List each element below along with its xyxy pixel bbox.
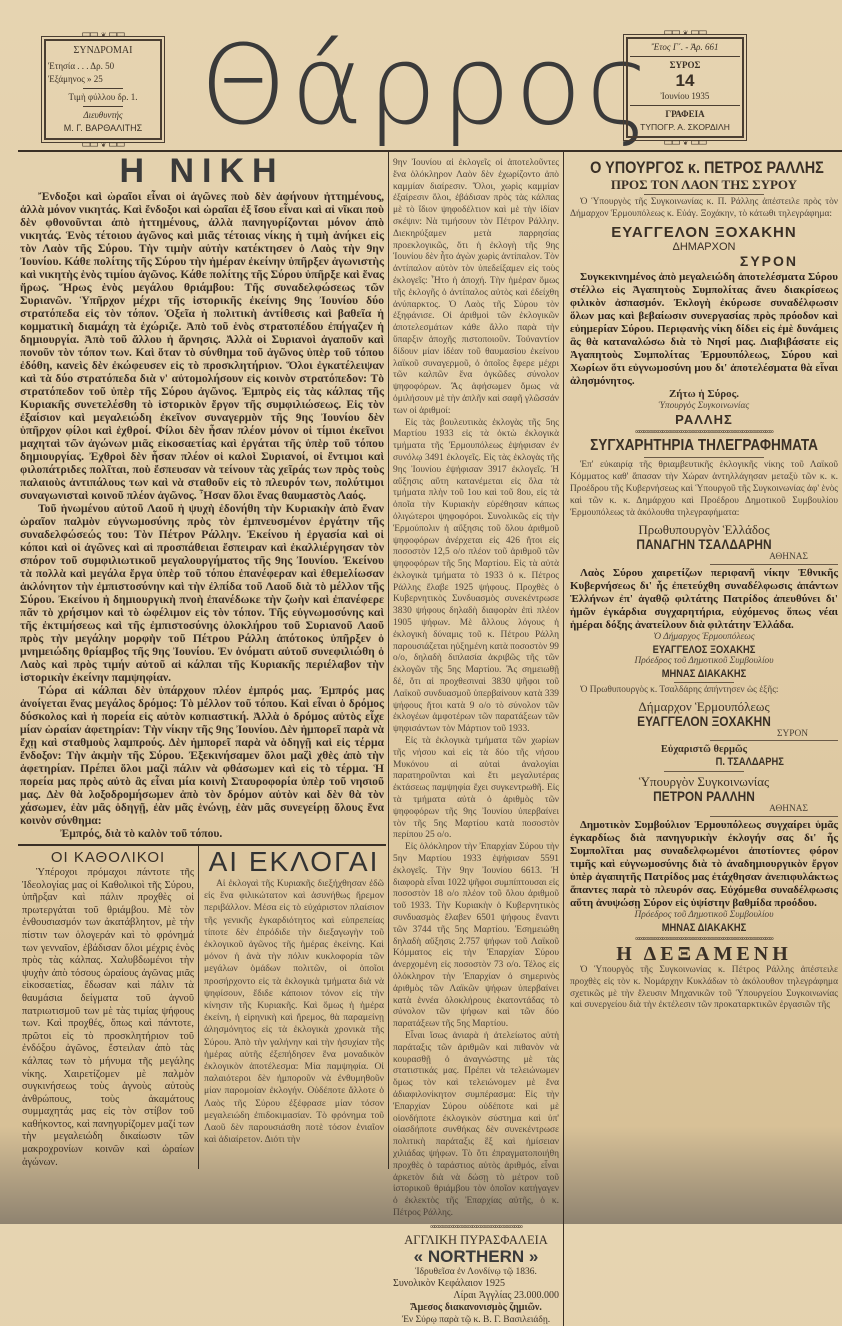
main-article-body [18,190,386,840]
right-column [564,152,838,1012]
elections-continued-body [393,158,559,1220]
yearly-price: Ἐτησία . . . Δρ. 50 [48,61,115,71]
ad-company: ΑΓΓΛΙΚΗ ΠΥΡΑΣΦΑΛΕΙΑ [404,1232,548,1247]
mayor-title: Ὁ Δήμαρχος Ἑρμουπόλεως [653,632,755,643]
minister-signer-title: Ὑπουργὸς Συγκοινωνίας [658,400,750,411]
newspaper-title: Θάρρος [200,21,655,149]
paragraph: Εἰς τὰς βουλευτικὰς ἐκλογὰς τῆς 5ης Μαρτίου 1933 εἰς τὰ ὀκτὼ ἐκλογικὰ τμήματα τῆς Ἑρμουπόλεως ἐψήφισαν ἐν συνόλῳ 3491 ἐκλογεῖς. Εἰς τὰς ἐκλογὰς τῆς 9ης Ἰουνίου ἐψήφισαν 3917 ἐκλογεῖς. Ἡ αὔξησις αὕτη κατανέμεται εἰς ὅλα τὰ τμήματα πλὴν τοῦ 1ου καὶ τοῦ 8ου, εἰς τὰ ὁποῖα τὴν Κυριακὴν εὑρέθησαν κάπως ὀλιγώτεροι ψηφοφόροι. Συνολικῶς εἰς τὴν Ἑρμούπολιν ἡ αὔξησις τοῦ ὅλου ἀριθμοῦ ψηφοφόρων ἀνέρχεται εἰς 426 ἤτοι εἰς ποσοστὸν 12,5 ο/ο πλέον τοῦ ἀριθμοῦ τῶν ψηφοφόρων τῆς 5ης Μαρτίου. Εἰς τὰ αὐτὰ ἐκλογικὰ τμήματα τὸ 1933 ὁ κ. Πέτρος Ράλλης ἔλαβε 1925 ψήφους. Προχθὲς ὁ Κυβερνητικὸς Συνδυασμὸς συνεκέντρωσε 3830 ψήφους δηλαδὴ διαφορὰν ἐπὶ πλέον 1905 ψήφων. Μὲ ἄλλους λόγους ἡ ἐκλογικὴ δύναμις τοῦ κ. Πέτρου Ράλλη παρουσιάζεται ηὐξημένη κατὰ ποσοστὸν 99 ο/ο, δηλαδὴ διπλασία ἀκριβῶς τῆς τῶν ἐκλογῶν τῆς 5ης Μαρτίου. Ἂς σημειωθῇ δέ, ὅτι αἱ προχθεσιναὶ 3830 ψῆφοι τοῦ Λαϊκοῦ συνδυασμοῦ ὑπερβαίνουν κατὰ 339 ψήφους ἤτοι κατὰ 9 ο/ο τὸ σύνολον τῶν ἐκλογέων ἀμφοτέρων τῶν παρατάξεων τῶν ψηφισάντων τὸν Μάρτιον τοῦ 1933. [393,417,559,735]
addressee-name: ΕΥΑΓΓΕΛΟΝ ΞΟΧΑΚΗΝ [611,223,797,241]
minister-telegram: Συγκεκινημένος ἀπὸ μεγαλειώδη ἀποτελέσματα Σύρου στέλλω εἰς Ἀγαπητοὺς Συμπολίτας ἄνευ διακρίσεως φιλικὸν ἀσπασμόν. Ἐκλογὴ ἐκύρωσε συναδέλφωσιν ὅλων μας καὶ βεβαίωσιν συνεργασίας πρὸς πρόοδον καὶ εὐημερίαν Σύρου. Περιφανὴς νίκη δίδει εἰς ἐμὲ δυνάμεις ἃς θὰ καταναλώσω διὰ τὸ Νησί μας. Διαβιβάσατε εἰς Ἀγαπητοὺς Συμπολίτας Ἑρμουπόλεως, Σύρου καὶ Χωρίων ὅτι εὐγνωμοσύνη μου δι' ἀποτελέσματα θὰ εἶναι ἀλησμόνητος. [570,270,838,387]
reservoir-headline: Η ΔΕΞΑΜΕΝΗ [616,942,792,965]
main-headline: Η ΝΙΚΗ [119,152,285,190]
council-president-name: ΜΗΝΑΣ ΔΙΑΚΑΚΗΣ [661,667,747,680]
paragraph: Εἰς ὁλόκληρον τὴν Ἐπαρχίαν Σύρου τὴν 5ην Μαρτίου 1933 ἐψήφισαν 5591 ἐκλογεῖς. Τὴν 9ην Ἰουνίου 6613. Ἡ διαφορὰ εἶναι 1022 ψῆφοι συμπίπτουσαι εἰς ποσοστὸν 18 ο/ο πλέον τοῦ ὅλου ἀριθμοῦ τοῦ 1933. Τὴν Κυριακὴν ὁ Κυβερνητικὸς συνδυασμὸς ἔλαβεν 6501 ψήφους ἔναντι τῶν 3744 τῆς 5ης Μαρτίου. Ἐσημειώθη δηλαδὴ αὔξησις 2.757 ψήφων τοῦ Λαϊκοῦ Κόμματος εἰς τὴν Ἐπαρχίαν Σύρου ἀνερχομένη εἰς ποσοστὸν 73 ο/ο. Τέλος εἰς ὁλόκληρον τὴν Ἐπαρχίαν ὁ σημερινὸς ἀριθμὸς τῶν Λαϊκῶν ψήφων ὑπερβαίνει κατὰ ἐννέα ὁλοκλήρους ἑκατοντάδας τὸ σύνολον τῶν ψήφων καὶ τῶν δύο παρατάξεων τῆς 5ης Μαρτίου. [393,842,559,1030]
council-president-title-2: Πρόεδρος τοῦ Δημοτικοῦ Συμβουλίου [634,910,774,921]
catholics-article [18,846,199,1169]
middle-column [389,152,564,1326]
single-issue-price: Τιμὴ φύλλου δρ. 1. [68,92,138,102]
place: ΣΥΡΟΣ [669,60,701,70]
reply-signer: Π. ΤΣΑΛΔΑΡΗΣ [715,756,784,769]
greek-key-ornament: ⊏⊐⊏⊐ ❦ ⊏⊐⊏⊐ [664,138,706,147]
council-president-title: Πρόεδρος τοῦ Δημοτικοῦ Συμβουλίου [634,655,774,666]
greek-key-ornament: ⊏⊐⊏⊐ ❦ ⊏⊐⊏⊐ [664,28,706,37]
offices-label: ΓΡΑΦΕΙΑ [665,109,705,119]
paragraph: Αἱ ἐκλογαὶ τῆς Κυριακῆς διεξήχθησαν ἐδῶ εἰς ἕνα φιλικώτατον καὶ ἀσυνήθως ἤρεμον περιβάλλον. Μέσα εἰς τὸ εὐχάριστον πλαίσιον τῆς γενικῆς ἐγκαρδιότητος καὶ εὐπρεπείας τίποτε δὲν ἐπρόδιδε τὴν διεξαγωγὴν τοῦ ἐκλογικοῦ ἀγῶνος τῆς ἡμέρας ἐκείνης. Καὶ μόνον ἡ ἀνὰ τὴν πόλιν κυκλοφορία τῶν μεγάλων ὁμάδων πολιτῶν, οἱ ὁποῖοι προσήρχοντο εἰς τὰ ἐκλογικὰ τμήματα διὰ νὰ ψηφίσουν, ἔδιδε κάποιον τόνον εἰς τὴν κίνησιν τῆς Κυριακῆς. Καὶ ὅμως ἡ ἡμέρα ἐκείνη, ἡ εἰρηνικὴ καὶ ἤρεμος, θὰ παραμείνῃ ἀλησμόνητος εἰς τὰ ἐκλογικὰ χρονικὰ τῆς Σύρου. Ἀπὸ τὴν γαλήνην καὶ τὴν ἡσυχίαν τῆς ἡμέρας αὐτῆς ἐξεπήδησεν ἕνα μοναδικὸν ἐκλογικὸν ἀποτέλεσμα: Μία παμψηφία. Οἱ παλαιότεροι δὲν ἠμποροῦν νὰ ἐνθυμηθοῦν μίαν παρομοίαν ἐκλογήν. Οὐδέποτε ἄλλοτε ὁ Λαὸς τῆς Σύρου ἐξέφρασε μίαν τόσον μεγαλειώδη ἐπιδοκιμασίαν. Τὸ φρόνημα τοῦ Λαοῦ δὲν παρουσιάσθη ποτὲ τόσον ἑνιαῖον καὶ ἀδιαίρετον. Διότι τὴν [204,878,384,1146]
issue-day: 14 [675,71,695,90]
paragraph: Εἶναι ἴσως ἀνιαρὰ ἡ ἀτελείωτος αὐτὴ παράταξις τῶν ἀριθμῶν καὶ πιθανὸν νὰ κουρασθῇ ὁ ἀναγνώστης μὲ τὰς στατιστικάς μας. Πρέπει νὰ τελειώνωμεν ὅμως τὸν καὶ τελειώνομεν μὲ ἕνα ἀδιαφιλονίκητον συμπέρασμα: Εἰς τὴν Ἐπαρχίαν Σύρου οὐδέποτε καὶ μὲ οἱονδήποτε ἐκλογικὸν σύστημα καὶ ὑπ' οἱασδήποτε συνθήκας δὲν συνεκέντρωσε πολιτικὴ παράταξις ἓξ καὶ ἡμίσειαν χιλιάδας ψήφων. Τὸ ὅτι ἐπραγματοποιήθη προχθὲς ὁ ταράστιος αὐτὸς ἀριθμός, εἶναι ἀρκετὸν διὰ νὰ δώσῃ τὸ μέτρον τοῦ ἱστορικοῦ θριάμβου τὸν ὁποῖον κατήγαγεν ὁ ἐκλεκτὸς τῆς Ἐπαρχίας αὐτῆς, ὁ κ. Πέτρος Ράλλης. [393,1030,559,1218]
offices-address: ΤΥΠΟΓΡ. Α. ΣΚΟΡΔΙΛΗ [640,122,730,132]
paragraph: Ἔνδοξοι καὶ ὡραῖοι εἶναι οἱ ἀγῶνες ποὺ δὲν ἀφήνουν ἡττημένους, ἀλλὰ μόνον νικητάς. Καὶ ἔνδοξοι καὶ ὡραῖαι ἐξ ἴσου εἶναι καὶ αἱ νῖκαι ποὺ δὲν φθονοῦνται ἀπὸ ἡττημένους, ἀλλὰ πανηγυρίζονται μόνον ἀπὸ νικητάς. Ἑνὸς τέτοιου ἀγῶνος καὶ μιᾶς τέτοιας νίκης ἡ τιμὴ ἀνήκει εἰς τὸν Λαὸν τῆς Σύρου. Τὴν τιμὴν αὐτὴν κατέκτησεν ὁ Λαὸς τὴν 9ην Ἰουνίου. Κάθε πολίτης τῆς Σύρου τὴν ἡμέραν ἐκείνην ὑπῆρξεν ἀγωνιστὴς καὶ νικητὴς ἑνὸς τιμίου ἀγῶνος. Κάθε πολίτης τῆς Σύρου ὑπῆρξε καὶ ἕνας ἥρως. Ἥρως ἑνὸς μεγάλου θριάμβου: Τῆς συναδελφώσεως τῶν Συριανῶν. Ὑπῆρχον μέχρι τῆς ἱστορικῆς ἐκείνης 9ης Ἰουνίου δύο στρατόπεδα εἰς τὸν τόπον. Ὀξεῖα ἡ πολιτικὴ ἀντίθεσις καὶ βαθεῖα ἡ κομματικὴ διαμάχη τὰ ἐχώριζε. Ἀπὸ τοῦ ἑνὸς στρατοπέδου ἐπήγαζεν ἡ δημιουργία. Ἀπὸ τοῦ ἄλλου ἡ ἄρνησις. Ἀλλὰ οἱ Συριανοὶ ἀγαποῦν καὶ πονοῦν τὸν τόπον των. Καὶ ὅταν τὸ σύνθημα τοῦ ἀγῶνος ὑπὲρ τοῦ τόπου ἐδόθη, κανεὶς δὲν ἐκώφευσεν εἰς τὸ προσκλητήριον. Ὅλοι ἐγκατέλειψαν καὶ τὰ δύο στρατόπεδα διὰ ν' αὐτομολήσουν εἰς κοινὸν στρατόπεδον: Τὸ στρατόπεδον τοῦ ὑπὲρ τῆς Σύρου ἀγῶνος. Ἐμπρὸς εἰς τὰς κάλπας τῆς Κυριακῆς συνετελέσθη τὸ ἱστορικὸν ἔργον τῆς συμφιλιώσεως. Εἰς τὸν ἐξαίσιον καὶ μεγαλειώδη ἐκεῖνον συναγερμὸν τῆς 9ης Ἰουνίου δὲν ὑπῆρχον φίλοι καὶ ἐχθροί. Φίλοι δὲν ἦσαν πλέον μόνον οἱ τίμιοι ἐκεῖνοι μαχηταὶ τῶν ἀγώνων μιᾶς εἰκοσαετίας καὶ ἐργάται τῆς ὑπὲρ τοῦ τόπου δημιουργίας. Ἐχθροὶ δὲν ἦσαν πλέον οἱ καλοὶ Συριανοί, οἱ ἔντιμοι καὶ φιλοπάτριδες πολῖται, ποὺ ἔσπευσαν νὰ τείνουν τὰς χεῖράς των πρὸς τοὺς παλαιοὺς ἀντιπάλους των καὶ νὰ σταθοῦν εἰς τὸ πλευρόν των, πολύτιμοι συναγωνισταὶ κοινοῦ πλέον ἀγῶνος. Ἦσαν ὅλοι ἕνας θαυμαστὸς Λαός. [20,190,384,502]
semester-price: Ἑξάμηνος » 25 [48,74,103,84]
left-section [18,152,389,1169]
minister-intro: Ὁ Ὑπουργὸς τῆς Συγκοινωνίας κ. Π. Ράλλης ἀπέστειλε πρὸς τὸν Δήμαρχον Ἑρμουπόλεως κ. Εὐάγ. Ξοχάκην, τὸ κάτωθι τηλεγράφημα: [570,197,838,219]
minister-address-line1: Ὑπουργὸν Συγκοινωνίας [638,774,770,790]
bottom-articles [18,844,386,1169]
ad-agent: Ἐν Σύρῳ παρὰ τῷ κ. Β. Γ. Βασιλειάδῃ. [401,1314,551,1325]
reply-address-line2: ΕΥΑΓΓΕΛΟΝ ΞΟΧΑΚΗΝ [637,712,771,729]
subscriptions-heading: ΣΥΝΔΡΟΜΑΙ [73,45,133,56]
pm-address-place: ΑΘΗΝΑΣ [710,552,838,565]
issue-month-year: Ἰουνίου 1935 [630,90,740,106]
minister-headline: Ο ΥΠΟΥΡΓΟΣ κ. ΠΕΤΡΟΣ ΡΑΛΛΗΣ [590,158,824,177]
elections-headline: ΑΙ ΕΚΛΟΓΑΙ [208,846,380,877]
paragraph: Τοῦ ἡνωμένου αὐτοῦ Λαοῦ ἡ ψυχὴ ἐδονήθη τὴν Κυριακὴν ἀπὸ ἕναν ὡραῖον παλμὸν εὐγνωμοσύνης πρὸς τὸν ἐμπνευσμένον ἐργάτην τῆς συναδελφώσεώς του: Τὸν Πέτρον Ράλλην. Ἐκείνου ἡ ἐργασία καὶ οἱ κόποι καὶ οἱ ἀγῶνες καὶ αἱ προσπάθειαι ἔσπειραν καὶ ἐκαλλιέργησαν τὸν σπόρον τοῦ συμφιλιωτικοῦ μεγαλουργήματος τῆς 9ης Ἰουνίου. Ἐκείνου τὰ πολλὰ καὶ μεγάλα ἔργα ὑπὲρ τοῦ τόπου ἐπανέφεραν καὶ ἐθεμελίωσαν ἀκλόνητον τὴν ἐμπιστοσύνην καὶ τὴν ἐλπίδα τοῦ Λαοῦ διὰ τὸ μέλλον τῆς Σύρου. Ἐκείνου ἡ δημιουργικὴ πνοὴ ἐπανέδωκε τὴν ζωὴν καὶ ἐπανέφερε πᾶν τὸ χρήσιμον καὶ τὸ ὠφέλιμον εἰς τὸν τόπον. Τῆς εὐγνωμοσύνης καὶ τῆς ἐκτιμήσεως καὶ τῆς ἐμπιστοσύνης ὁλοκλήρου τοῦ Συριανοῦ Λαοῦ πρὸς τὴν μεγάλην μορφὴν τοῦ Πέτρου Ράλλη ἀπότοκος ὑπῆρξεν ὁ μνημειώδης θρίαμβος τῆς 9ης Ἰουνίου. Ἐν ὀνόματι αὐτοῦ συνεφιλιώθη ὁ Λαὸς καὶ πρὸς τιμήν αὐτοῦ αἱ κάλπαι τῆς Κυριακῆς περιέλαβον τὴν ἱστορικὴν ἐκείνην παμψηφίαν. [20,502,384,684]
minister-address-line2: ΠΕΤΡΟΝ ΡΑΛΛΗΝ [653,788,755,805]
congratulations-headline: ΣΥΓΧΑΡΗΤΗΡΙΑ ΤΗΛΕΓΡΑΦΗΜΑΤΑ [590,437,818,455]
congratulations-intro: Ἐπ' εὐκαιρίᾳ τῆς θριαμβευτικῆς ἐκλογικῆς νίκης τοῦ Λαϊκοῦ Κόμματος καθ' ἅπασαν τὴν Χώραν ἀντηλλάγησαν μεταξὺ τῶν κ. κ. Προέδρου τῆς Κυβερνήσεως καὶ Ὑπουργοῦ τῆς Συγκοινωνίας ἀφ' ἑνὸς καὶ τῶν κ. κ. Δημάρχου καὶ Προέδρου Δημοτικοῦ Συμβουλίου Ἑρμουπόλεως τὰ ἀκόλουθα τηλεγραφήματα: [570,460,838,518]
elections-article [199,846,386,1146]
reply-address-line1: Δήμαρχον Ἑρμουπόλεως [638,698,770,714]
pm-reply-intro: Ὁ Πρωθυπουργὸς κ. Τσαλδάρης ἀπήντησεν ὡς ἑξῆς: [580,684,779,695]
catholics-body [22,867,194,1169]
ad-capital-label: Συνολικὸν Κεφάλαιον 1925 [393,1277,506,1289]
ornamental-divider: ∞∞∞∞∞∞∞∞∞∞∞∞∞∞∞∞∞∞∞∞∞∞∞∞∞∞∞∞∞∞∞∞∞∞∞∞ [635,427,773,437]
insurance-advertisement [393,1233,559,1326]
issue-box [626,28,744,147]
subscriptions-box [44,30,162,149]
council-president-name-2: ΜΗΝΑΣ ΔΙΑΚΑΚΗΣ [661,921,747,934]
mayor-name: ΕΥΑΓΓΕΛΟΣ ΞΟΧΑΚΗΣ [652,643,756,656]
reply-address-place: ΣΥΡΟΝ [710,729,838,742]
elections-body [204,878,384,1146]
minister-subheadline: ΠΡΟΣ ΤΟΝ ΛΑΟΝ ΤΗΣ ΣΥΡΟΥ [610,177,798,192]
council-telegram: Δημοτικὸν Συμβούλιον Ἑρμουπόλεως συγχαίρει ὑμᾶς ἐγκαρδίως διὰ πανηγυρικὴν ἐκλογήν σας δι' ἧς Συμπολῖται μας συναδελφωμένοι ἀποτίοντες φόρον τιμῆς καὶ εὐγνωμοσύνης διὰ τὸ ἀναδημιουργικὸν ἔργον ὑπὲρ ἀγαπητῆς Πατρίδος μας ἐτάχθησαν ἀνεπιφυλάκτως ἅπαντες παρὰ τὸ πλευρόν σας. Εὐχόμεθα συναδέλφωσις αὕτη ἀνυψώσῃ Σύρον εἰς ὑψίστην βαθμίδα προόδου. [570,819,838,910]
greek-key-ornament: ⊏⊐⊏⊐ ❦ ⊏⊐⊏⊐ [82,140,124,149]
minister-address-place: ΑΘΗΝΑΣ [710,804,838,817]
ad-capital-value: Λίραι Ἀγγλίας 23.000.000 [453,1289,559,1301]
catholics-headline: ΟΙ ΚΑΘΟΛΙΚΟΙ [50,849,166,866]
paragraph: Ὑπέροχοι πρόμαχοι πάντοτε τῆς Ἰδεολογίας μας οἱ Καθολικοὶ τῆς Σύρου, ὑπῆρξαν καὶ πάλιν προχθὲς οἱ πρωτεργάται τοῦ θριάμβου. Μὲ τὸν ἐνθουσιασμόν των ἀκατάβλητον, μὲ τὴν πίστιν των ὁλογεράν καὶ τὸ φρόνημά των γενναῖον, ἐβάδισαν ὅλοι μέχρις ἑνὸς πρὸς τὰς κάλπας. Χαλυβδωμένοι τὴν ψυχὴν ἀπὸ τόσους ὡραίους ἀγῶνας μιᾶς εἰκοσαετίας, ἔδωσαν καὶ πάλιν τὰ θαυμάσια δείγματα τοῦ ἁγνοῦ πατριωτισμοῦ των μὲ τὰς τιμίας ψήφους των. Καὶ προχθές, ὅπως καὶ πάντοτε, πρῶτοι εἰς τὸ προσκλητήριον τοῦ ἐνδόξου ἀγῶνος, ἔστειλαν ἀπὸ τὰς κάλπας των τὸ μήνυμα τῆς μεγάλης νίκης. Χαιρετίζομεν μὲ παλμὸν συγκινήσεως τοὺς ἁγνοὺς αὐτοὺς ἀνθρώπους, τοὺς ἀκαμάτους συμμαχητάς μας εἰς τὸν στίβον τοῦ καθήκοντος, καὶ πανηγυρίζομεν μαζί των τὴν μεγαλειώδη δικαίωσιν τῶν μακροχρονίων κοινῶν καὶ ὡραίων ἀγώνων. [22,867,194,1168]
director-name: Μ. Γ. ΒΑΡΘΑΛΙΤΗΣ [63,123,143,133]
ad-founded: Ἱδρυθεῖσα ἐν Λονδίνῳ τῷ 1836. [415,1266,537,1277]
reservoir-body: Ὁ Ὑπουργὸς τῆς Συγκοινωνίας κ. Πέτρος Ράλλης ἀπέστειλε προχθὲς εἰς τὸν κ. Νομάρχην Κυκλάδων τὸ ἀκόλουθον τηλεγράφημα σχετικῶς μὲ τὴν ἔλευσιν Μηχανικῶν τοῦ Ὑπουργείου Συγκοινωνίας καὶ συνεργείου διὰ τὴν ἐκτέλεσιν τῶν προκαταρκτικῶν ἐργασιῶν τῆς [570,964,838,1011]
pm-address-line2: ΠΑΝΑΓΗΝ ΤΣΑΛΔΑΡΗΝ [636,536,772,553]
pm-telegram: Λαὸς Σύρου χαιρετίζων περιφανῆ νίκην Ἐθνικῆς Κυβερνήσεως δι' ἧς ἐπετεύχθη συναδέλφωσις ἁπάντων Ἑλλήνων ἐπ' ἀγαθῷ φιλτάτης Πατρίδος ἀπευθύνει δι' ἡμῶν ἐγκάρδια συγχαρητήρια, εὐχόμενος ὅπως νέαι ἡμέραι δόξης ἀνατείλουν διὰ φιλτάτην Ἑλλάδα. [570,567,838,632]
ad-claims: Ἄμεσος διακανονισμὸς ζημιῶν. [410,1301,542,1313]
addressee-place: ΣΥΡΟΝ [739,252,798,269]
minister-signer: ΡΑΛΛΗΣ [675,412,733,428]
paragraph: Εἰς τὰ ἐκλογικὰ τμήματα τῶν χωρίων τῆς νήσου καὶ εἰς τὰ δύο τῆς νήσου Μυκόνου αἱ αὐταὶ ἀναλογίαι παρατηροῦνται καὶ ἔτι μεγαλυτέρας ἐκτάσεως παμψηφία ἔχει συγκεντρωθῆ. Εἰς τὰ τμήματα αὐτὰ ὁ ἀριθμὸς τῶν ψηφοφόρων τῆς 9ης Ἰουνίου ὑπερβαίνει τὸν τῆς 5ης Μαρτίου κατὰ ποσοστὸν περίπου 25 ο/ο. [393,736,559,841]
page-columns [18,152,838,1326]
addressee-title: ΔΗΜΑΡΧΟΝ [672,240,736,253]
reply-text: Εὐχαριστῶ θερμῶς [660,744,748,756]
minister-closing: Ζήτω ἡ Σύρος. [668,387,740,400]
issue-number: Ἔτος Γ΄. - Ἀρ. 661 [630,41,740,57]
paragraph: Ἐμπρός, διὰ τὸ καλὸν τοῦ τόπου. [60,827,223,840]
ornamental-divider: ∞∞∞∞∞∞∞∞∞∞∞∞∞∞∞∞∞∞∞∞∞∞∞∞ [430,1221,522,1231]
ornamental-divider: ∞∞∞∞∞∞∞∞∞∞∞∞∞∞∞∞∞∞∞∞∞∞∞∞∞∞∞∞∞∞∞∞∞∞∞∞ [635,933,773,943]
director-label: Διευθυντής [83,110,123,120]
greek-key-ornament: ⊏⊐⊏⊐ ❦ ⊏⊐⊏⊐ [82,30,124,39]
paragraph: 9ην Ἰουνίου αἱ ἐκλογεῖς οἱ ἀποτελοῦντες ἕνα ὁλόκληρον Λαὸν δὲν ἐχωρίζοντο ἀπὸ καμμίαν διαίρεσιν. Ὅλοι, χωρὶς καμμίαν ἐξαίρεσιν ὅλοι, ἐβάδισαν πρὸς τὰς κάλπας μὲ τὸ ἴδιον ψηφοδέλτιον καὶ μὲ τὴν ἰδίαν σκέψιν: Νὰ τιμήσουν τὸν Πέτρον Ράλλην. Διεκηρύξαμεν μετὰ παρρησίας προεκλογικῶς, ὅτι ἡ ἐκλογὴ τῆς 9ης Ἰουνίου δὲν ἦτο ἀγὼν χωρὶς ἀντίπαλον. Τὸν ἀντίπαλον αὐτὸν τὸν ὑπεδείξαμεν εἰς τοὺς ἐκλογεῖς: Ἦτο ἡ ἀποχή. Τὴν ἡμέραν ὅμως τῆς ἐκλογῆς ὁ ἀντίπαλος αὐτὸς καὶ ἐδείχθη ἀνύπαρκτος. Ὁ Λαὸς τῆς Σύρου τὸν ἐξηφάνισε. Οἱ ἀριθμοὶ τῶν ἐκλογικῶν ἀποτελεσμάτων κάθε ἄλλο παρὰ τὴν ὕπαρξιν ἀποχῆς πιστοποιοῦν. Τοὐναντίον δίδουν μίαν ἰδέαν τοῦ θαυμασίου ἐκείνου λαϊκοῦ συναγερμοῦ, ὁ ὁποῖος ἔφερε μέχρι τῶν καλπῶν ἕνα ὀγκῶδες σύνολον ψηφοφόρων. Ἂς ἀφήσωμεν ὅμως νὰ ὁμιλήσουν μὲ τὴν ἁπλῆν καὶ σαφῆ γλῶσσάν των οἱ ἀριθμοί: [393,158,559,416]
ad-brand: « NORTHERN » [413,1246,539,1266]
pm-address-line1: Πρωθυπουργὸν Ἑλλάδος [638,522,770,538]
paragraph: Τώρα αἱ κάλπαι δὲν ὑπάρχουν πλέον ἐμπρός μας. Ἐμπρός μας ἀνοίγεται ἕνας μεγάλος δρόμος: Τὸ μέλλον τοῦ τόπου. Καὶ εἶναι ὁ δρόμος δύσκολος καὶ ἡ πορεία εἰς αὐτὸν κοπιαστική. Ἀλλὰ ὁ δρόμος αὐτὸς εἶχε μίαν ὡραίαν ἀφετηρίαν: Τὴν νίκην τῆς 9ης Ἰουνίου. Δὲν ἠμπορεῖ παρὰ νὰ ἔχῃ καὶ σταθμοὺς λαμπρούς. Δὲν ἠμπορεῖ παρὰ νὰ ὁδηγῇ καὶ εἰς τέρμα ἔνδοξον: Τὴν ἀκμὴν τῆς Σύρου. Ἐξεκινήσαμεν ὅλοι μαζὶ χθὲς ἀπὸ τὴν ἀφετηρίαν. Πρέπει ὅλοι μαζὶ πάλιν νὰ φθάσωμεν καὶ εἰς τὸ τέρμα. Ἡ πορεία μας πρὸς αὐτὸ ἂς εἶναι μία κοινὴ Σταυροφορία ὑπὲρ τοῦ νησιοῦ μας. Δὲν θὰ λοξοδρομήσωμεν ἀπὸ τὸν δρόμον αὐτὸν καὶ δὲν θὰ τὸν χάσωμεν, ἐὰν μᾶς ὁδηγῇ, ἐὰν μᾶς ἑνώνῃ, ἐὰν μᾶς συνεγείρῃ ὅλους ἕνα κοινὸν σύνθημα: [20,684,384,827]
